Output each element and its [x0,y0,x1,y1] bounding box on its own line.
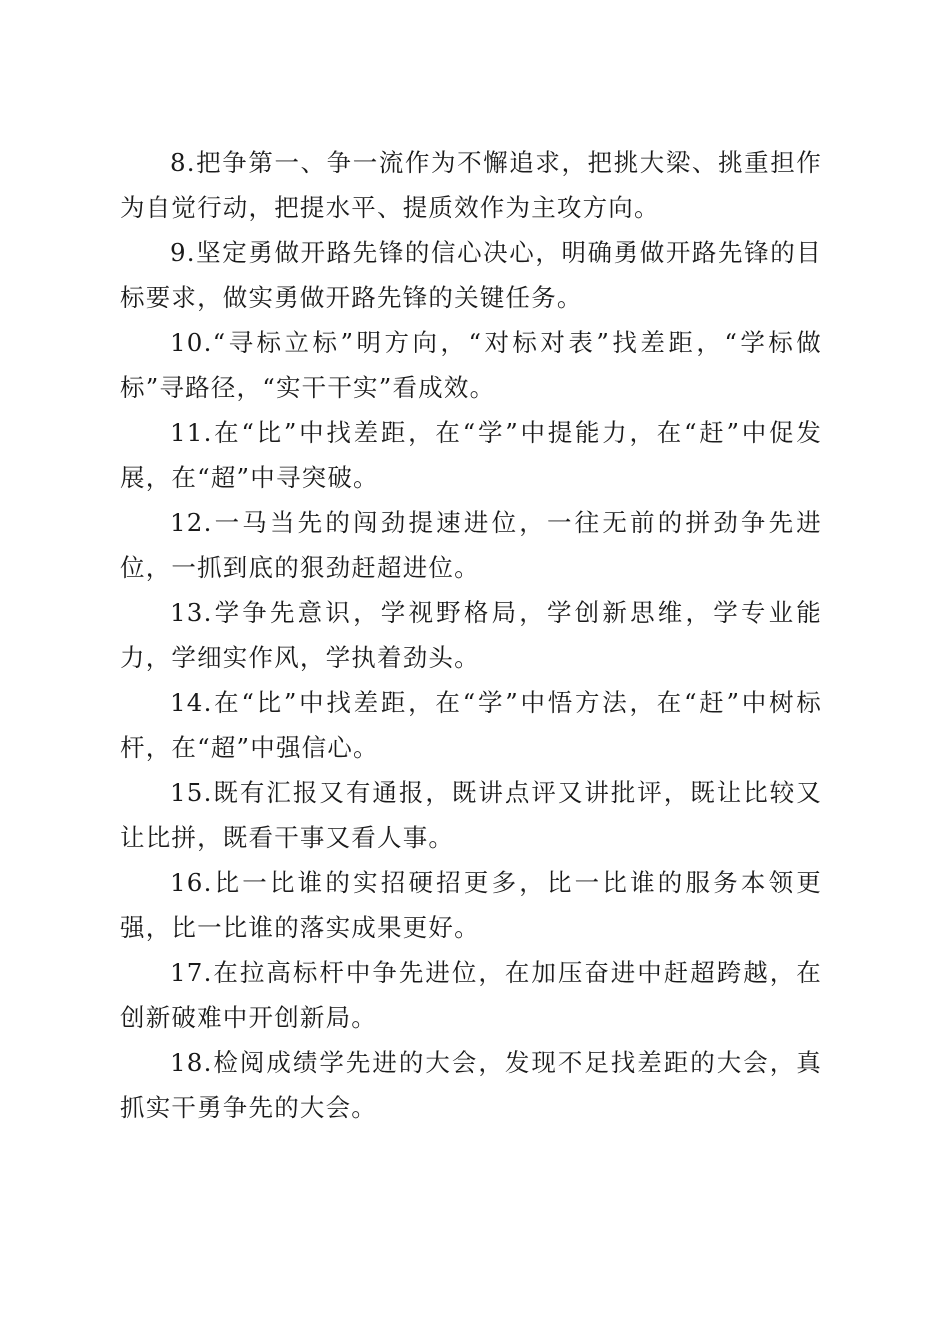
paragraph-item-15: 15.既有汇报又有通报，既讲点评又讲批评，既让比较又让比拼，既看干事又看人事。 [120,778,822,852]
paragraph-item-18: 18.检阅成绩学先进的大会，发现不足找差距的大会，真抓实干勇争先的大会。 [120,1048,822,1122]
paragraph-item-13: 13.学争先意识，学视野格局，学创新思维，学专业能力，学细实作风，学执着劲头。 [120,598,822,672]
document-body [120,140,822,1130]
paragraph-item-10: 10.“寻标立标”明方向，“对标对表”找差距，“学标做标”寻路径，“实干干实”看成效。 [120,328,822,402]
paragraph-item-11: 11.在“比”中找差距，在“学”中提能力，在“赶”中促发展，在“超”中寻突破。 [120,418,822,492]
paragraph-item-14: 14.在“比”中找差距，在“学”中悟方法，在“赶”中树标杆，在“超”中强信心。 [120,688,822,762]
paragraph-item-8: 8.把争第一、争一流作为不懈追求，把挑大梁、挑重担作为自觉行动，把提水平、提质效作为主攻方向。 [120,148,822,222]
paragraph-item-17: 17.在拉高标杆中争先进位，在加压奋进中赶超跨越，在创新破难中开创新局。 [120,958,822,1032]
paragraph-item-9: 9.坚定勇做开路先锋的信心决心，明确勇做开路先锋的目标要求，做实勇做开路先锋的关键任务。 [120,238,822,312]
paragraph-item-16: 16.比一比谁的实招硬招更多，比一比谁的服务本领更强，比一比谁的落实成果更好。 [120,868,822,942]
paragraph-item-12: 12.一马当先的闯劲提速进位，一往无前的拼劲争先进位，一抓到底的狠劲赶超进位。 [120,508,822,582]
